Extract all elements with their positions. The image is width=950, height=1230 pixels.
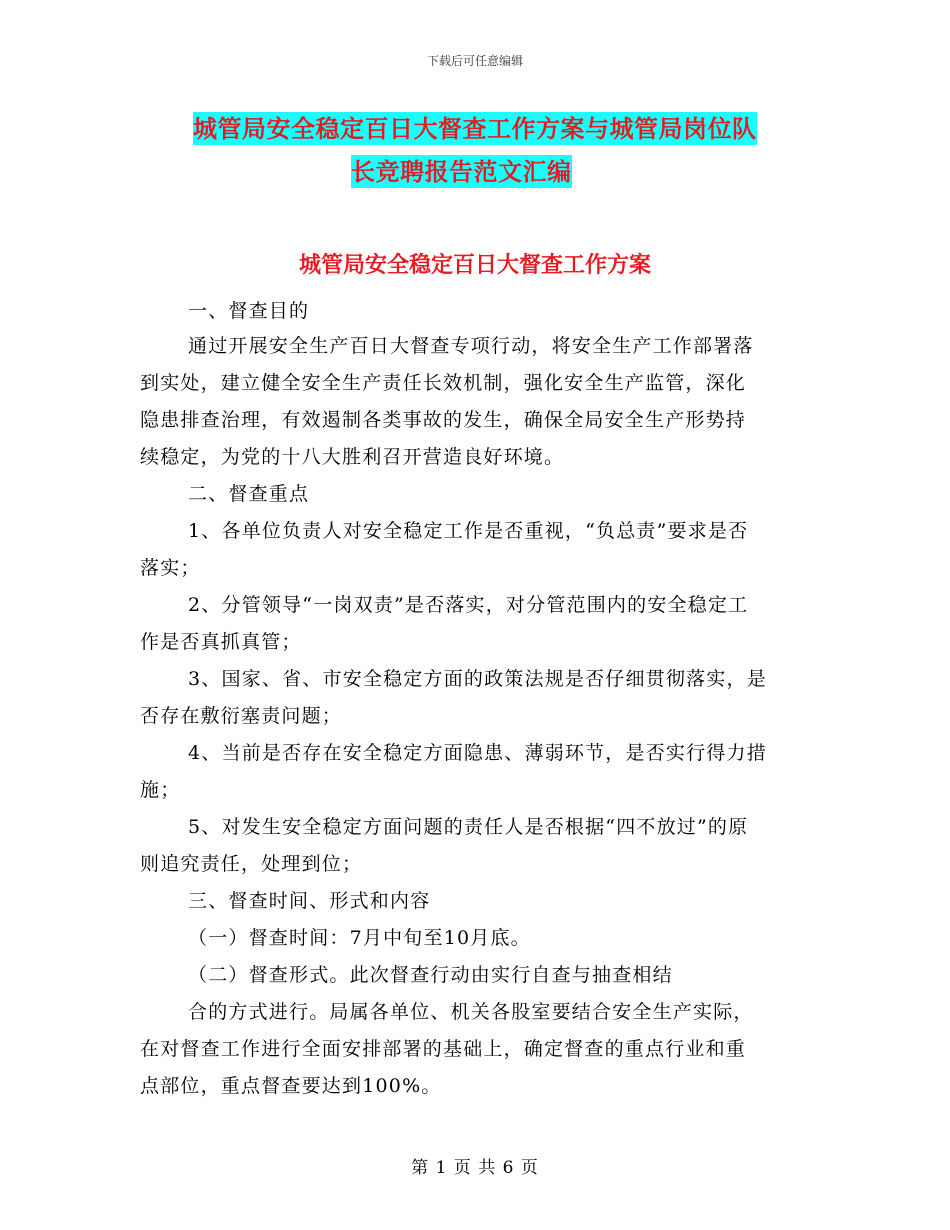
document-title-line-1 <box>193 112 813 146</box>
title-highlight-1: 城管局安全稳定百日大督查工作方案与城管局岗位队 <box>193 114 757 143</box>
paragraph-line: 到实处，建立健全安全生产责任长效机制，强化安全生产监管，深化 <box>140 372 747 394</box>
list-item: 4、当前是否存在安全稳定方面隐患、薄弱环节，是否实行得力措 <box>188 742 767 764</box>
list-item: 1、各单位负责人对安全稳定工作是否重视，“负总责”要求是否 <box>188 520 749 542</box>
list-item: 2、分管领导“一岗双责”是否落实，对分管范围内的安全稳定工 <box>188 594 749 616</box>
title-highlight-2: 长竞聘报告范文汇编 <box>351 157 572 186</box>
page-header: 下载后可任意编辑 <box>426 54 523 68</box>
heading-key-points: 二、督查重点 <box>188 483 310 505</box>
list-item-cont: 否存在敷衍塞责问题； <box>140 705 343 727</box>
paragraph-line: 通过开展安全生产百日大督查专项行动，将安全生产工作部署落 <box>188 335 754 357</box>
document-title-line-2 <box>351 155 950 189</box>
list-item-cont: 作是否真抓真管； <box>140 631 302 653</box>
page-footer: 第 1 页 共 6 页 <box>411 1158 539 1178</box>
section-title: 城管局安全稳定百日大督查工作方案 <box>298 252 651 278</box>
list-item-cont: 施； <box>140 779 181 801</box>
heading-time-form: 三、督查时间、形式和内容 <box>188 890 431 912</box>
list-item-cont: 落实； <box>140 557 201 579</box>
paragraph-line: 合的方式进行。局属各单位、机关各股室要结合安全生产实际， <box>188 1001 754 1023</box>
paragraph-line: （二）督查形式。此次督查行动由实行自查与抽查相结 <box>188 964 673 986</box>
paragraph-line: （一）督查时间：7月中旬至10月底。 <box>188 927 531 949</box>
list-item: 5、对发生安全稳定方面问题的责任人是否根据“四不放过”的原 <box>188 816 749 838</box>
paragraph-line: 隐患排查治理，有效遏制各类事故的发生，确保全局安全生产形势持 <box>140 409 747 431</box>
list-item-cont: 则追究责任，处理到位； <box>140 853 363 875</box>
paragraph-line: 在对督查工作进行全面安排部署的基础上，确定督查的重点行业和重 <box>140 1038 747 1060</box>
paragraph-line: 点部位，重点督查要达到100%。 <box>140 1075 442 1097</box>
heading-purpose: 一、督查目的 <box>188 300 310 322</box>
list-item: 3、国家、省、市安全稳定方面的政策法规是否仔细贯彻落实，是 <box>188 668 767 690</box>
paragraph-line: 续稳定，为党的十八大胜利召开营造良好环境。 <box>140 446 565 468</box>
